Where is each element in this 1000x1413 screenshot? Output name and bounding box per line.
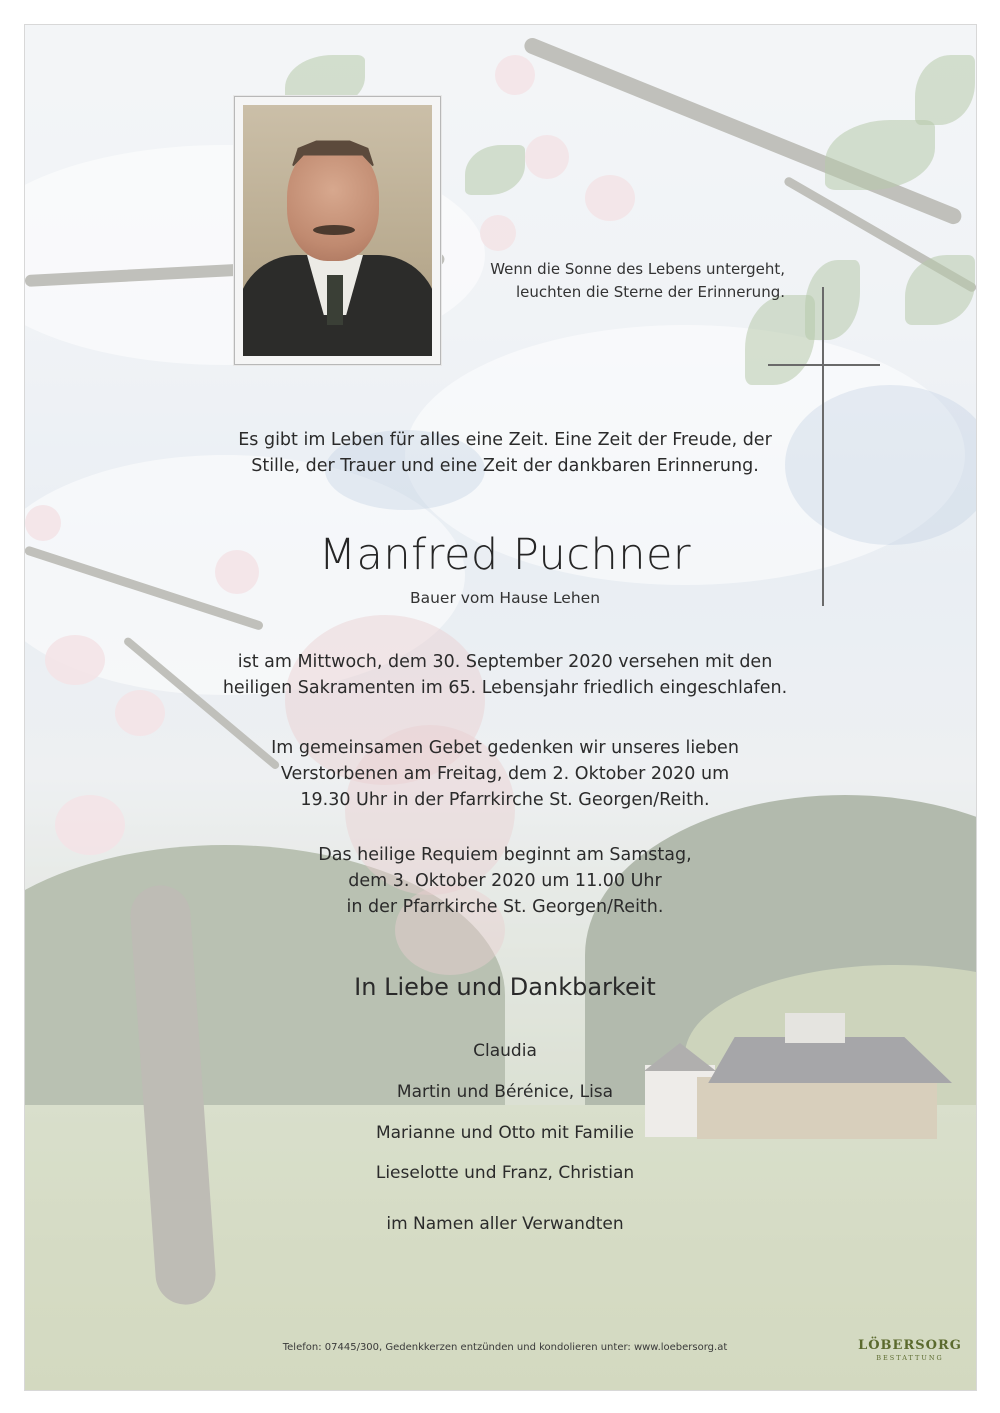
prayer-line: Im gemeinsamen Gebet gedenken wir unseres lieben (271, 738, 739, 758)
death-notice (205, 649, 805, 701)
relatives-note: im Namen aller Verwandten (386, 1214, 624, 1234)
death-notice-line: heiligen Sakramenten im 65. Lebensjahr friedlich eingeschlafen. (222, 678, 788, 698)
parte-page (24, 24, 977, 1391)
intro-line: Es gibt im Leben für alles eine Zeit. Eine Zeit der Freude, der (238, 430, 772, 450)
requiem-notice (205, 842, 805, 920)
cross-icon (822, 287, 824, 606)
logo-subtitle: BESTATTUNG (876, 1354, 944, 1362)
requiem-line: dem 3. Oktober 2020 um 11.00 Uhr (348, 871, 662, 891)
requiem-line: Das heilige Requiem beginnt am Samstag, (318, 845, 692, 865)
footer-contact: Telefon: 07445/300, Gedenkkerzen entzünden und kondolieren unter: www.loebersorg.at (282, 1342, 728, 1353)
family-member: Martin und Bérénice, Lisa (396, 1082, 614, 1102)
funeral-home-logo (855, 1338, 965, 1362)
deceased-subtitle: Bauer vom Hause Lehen (409, 589, 601, 607)
family-member: Claudia (473, 1041, 537, 1061)
closing-phrase: In Liebe und Dankbarkeit (354, 973, 656, 1001)
intro-text (205, 427, 805, 479)
portrait-frame (234, 96, 441, 365)
quote-line: leuchten die Sterne der Erinnerung. (516, 283, 785, 301)
prayer-notice (205, 735, 805, 813)
cross-icon-bar (768, 364, 880, 366)
portrait-tie (327, 275, 343, 325)
prayer-line: Verstorbenen am Freitag, dem 2. Oktober 2020 um (280, 764, 730, 784)
family-member: Marianne und Otto mit Familie (375, 1123, 635, 1143)
portrait-face (287, 143, 379, 261)
death-notice-line: ist am Mittwoch, dem 30. September 2020 versehen mit den (237, 652, 773, 672)
logo-name: LÖBERSORG (858, 1338, 962, 1353)
background-wash (25, 25, 976, 1390)
deceased-name: Manfred Puchner (318, 530, 692, 580)
portrait-photo (243, 105, 432, 356)
quote (455, 258, 785, 304)
portrait-mustache (313, 225, 355, 235)
quote-line: Wenn die Sonne des Lebens untergeht, (490, 260, 785, 278)
family-member: Lieselotte und Franz, Christian (375, 1163, 635, 1183)
prayer-line: 19.30 Uhr in der Pfarrkirche St. Georgen/Reith. (300, 790, 710, 810)
requiem-line: in der Pfarrkirche St. Georgen/Reith. (346, 897, 664, 917)
intro-line: Stille, der Trauer und eine Zeit der dankbaren Erinnerung. (251, 456, 759, 476)
